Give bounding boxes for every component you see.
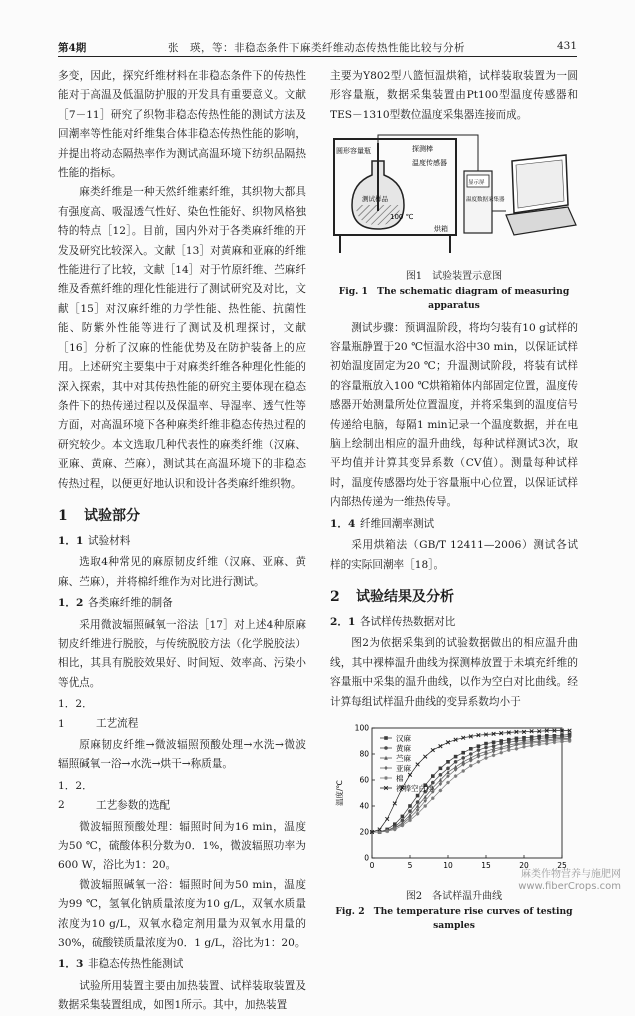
x-tick-label: 0	[369, 860, 375, 870]
label-probe: 探测棒	[412, 145, 433, 154]
subsection-heading	[58, 594, 306, 613]
running-head	[58, 40, 577, 57]
legend-label: 棉	[396, 773, 404, 783]
figure-2-caption-zh: 图2 各试样温升曲线	[405, 891, 503, 903]
subsection-heading	[58, 955, 306, 974]
data-point	[408, 818, 412, 822]
data-point	[446, 740, 450, 744]
data-point	[439, 773, 443, 777]
paragraph: 主要为Y802型八篮恒温烘箱，试样装取装置为一圆形容量瓶，数据采集装置由Pt100型温度传感器和TES－1310型数位温度采集器连接而成。	[330, 70, 578, 121]
paragraph: 微波辐照碱氧一浴：辐照时间为50 min，温度为99 ℃，氢氧化钠质量浓度为10 g/L，双氧水质量浓度为10 g/L，双氧水稳定剂用量为双氧水用量的30%，硫酸镁质量浓度为0．1 g/L，浴比为1：20。	[58, 878, 306, 950]
data-point	[484, 756, 488, 760]
site-watermark	[518, 869, 621, 893]
legend-marker	[384, 766, 388, 770]
apparatus-diagram	[330, 131, 578, 259]
subsection-number: 1．1	[58, 534, 84, 547]
label-oven: 烘箱	[434, 225, 448, 234]
section-heading	[58, 506, 306, 526]
data-point	[431, 748, 435, 752]
data-point	[431, 774, 435, 778]
section-number: 2	[330, 588, 340, 605]
paragraph: 采用烘箱法（GB/T 12411—2006）测试各试样的实际回潮率［18］。	[330, 539, 578, 571]
subsubsection-title: 工艺参数的选配	[96, 799, 171, 812]
data-point	[408, 809, 412, 813]
label-sensor: 温度传感器	[412, 159, 447, 168]
subsection-number: 2．1	[330, 615, 356, 628]
legend-label: 裸棒空白样	[396, 783, 434, 793]
watermark-line: www.fiberCrops.com	[518, 881, 621, 892]
y-tick-label: 100	[354, 723, 369, 733]
data-point	[439, 744, 443, 748]
subsubsection-heading	[58, 777, 306, 816]
running-title: 张 瑛，等：非稳态条件下麻类纤维动态传热性能比较与分析	[168, 42, 465, 54]
x-tick-label: 25	[557, 860, 567, 870]
data-point	[507, 748, 511, 752]
section-number: 1	[58, 507, 68, 524]
data-point	[477, 760, 481, 764]
data-point	[461, 751, 465, 755]
y-tick-label: 40	[359, 801, 369, 811]
data-point	[408, 804, 412, 808]
figure-1	[330, 131, 578, 312]
subsubsection-number: 1．2．1	[58, 698, 93, 730]
page-number: 431	[556, 40, 577, 52]
data-point	[385, 817, 389, 821]
data-point	[401, 815, 405, 819]
data-point	[423, 755, 427, 759]
subsubsection-heading	[58, 695, 306, 734]
right-column	[330, 67, 578, 933]
legend-label: 苎麻	[396, 753, 411, 763]
paragraph: 原麻韧皮纤维→微波辐照预酸处理→水洗→微波辐照碱氧一浴→水洗→烘干→称质量。	[58, 739, 306, 771]
data-point	[393, 802, 397, 806]
subsection-title: 纤维回潮率测试	[360, 517, 435, 530]
issue-number: 第4期	[58, 42, 87, 54]
x-tick-label: 15	[481, 860, 491, 870]
data-point	[469, 747, 473, 751]
laptop-display	[516, 160, 564, 208]
subsection-heading	[58, 532, 306, 551]
paragraph: 采用微波辐照碱氧一浴法［17］对上述4种原麻韧皮纤维进行脱胶，与传统脱胶方法（化学脱胶法）相比，其具有脱胶效果好、时间短、效率高、污染小等优点。	[58, 618, 306, 689]
subsubsection-number: 1．2．2	[58, 779, 93, 812]
data-point	[545, 742, 549, 746]
figure-2-caption-en: Fig. 2 The temperature rise curves of testing samples	[335, 906, 573, 932]
data-point	[446, 770, 450, 774]
data-point	[469, 752, 473, 756]
legend-marker	[384, 746, 388, 750]
subsubsection-title: 工艺流程	[96, 717, 139, 730]
paragraph: 试验所用装置主要由加热装置、试样装取装置及数据采集装置组成，如图1所示。其中，加热装置	[58, 979, 306, 1012]
subsection-title: 非稳态传热性能测试	[88, 958, 184, 971]
paragraph: 选取4种常见的麻原韧皮纤维（汉麻、亚麻、黄麻、苎麻），并将棉纤维作为对比进行测试。	[58, 556, 306, 588]
x-tick-label: 20	[519, 860, 529, 870]
legend-label: 亚麻	[396, 763, 411, 773]
paragraph: 微波辐照预酸处理：辐照时间为16 min，温度为50 ℃，硫酸体积分数为0．1%，微波辐照功率为600 W，浴比为1：20。	[58, 820, 306, 872]
data-point	[454, 760, 458, 764]
data-point	[416, 800, 420, 804]
y-tick-label: 0	[364, 853, 369, 863]
legend-label: 汉麻	[396, 733, 411, 743]
figure-1-caption-zh: 图1 试验装置示意图	[405, 270, 503, 282]
data-point	[446, 766, 450, 770]
section-heading	[330, 587, 578, 607]
subsection-heading	[330, 515, 578, 534]
y-tick-label: 80	[359, 749, 369, 759]
watermark-line: 麻类作物营养与施肥网	[521, 869, 621, 880]
data-point	[484, 746, 488, 750]
data-point	[408, 773, 412, 777]
data-point	[454, 755, 458, 759]
data-point	[477, 748, 481, 752]
data-point	[537, 742, 541, 746]
data-point	[560, 740, 564, 744]
x-tick-label: 10	[443, 860, 453, 870]
label-collector: 温度数据采集器	[466, 197, 505, 204]
paragraph: 麻类纤维是一种天然纤维素纤维，其织物大都具有强度高、吸湿透气性好、染色性能好、织物风格独特的特点［12］。目前，国内外对于各类麻纤维的开发及研究比较深入。文献［13］对黄麻和亚麻的纤维性能进行了比较，文献［14］对于竹原纤维、苎麻纤维及香蕉纤维的理化性能进行了测试研究及对比，文献［15］对汉麻纤维的力学性能、热性能、抗菌性能、防紫外性能等进行了测试及机理探讨，文献［16］分析了汉麻的性能优势及在防护装备上的应用。上述研究主要集中于对麻类纤维各种理化性能的深入探索，其中对其传热性能的研究主要体现在稳态条件下的热传递过程以及保温率、导湿率、透气性等方面，对高温环境下各种麻类纤维非稳态传热过程的研究较少。本文选取几种代表性的麻类纤维（汉麻、亚麻、黄麻、苎麻），测试其在高温环境下的非稳态传热过程，以便更好地认识和设计各类麻纤维织物。	[58, 186, 306, 490]
x-tick-label: 5	[407, 860, 413, 870]
subsection-heading	[330, 613, 578, 632]
subsection-title: 各试样传热数据对比	[360, 615, 456, 628]
data-point	[416, 794, 420, 798]
data-point	[484, 742, 488, 746]
subsection-title: 各类麻纤维的制备	[88, 597, 173, 610]
data-point	[499, 742, 503, 746]
data-point	[515, 747, 519, 751]
data-point	[477, 744, 481, 748]
label-temp: 100 ℃	[390, 213, 414, 222]
data-point	[530, 744, 534, 748]
label-sample: 测试样品	[362, 195, 388, 204]
subsection-number: 1．3	[58, 958, 84, 971]
subsection-number: 1．4	[330, 517, 356, 530]
y-tick-label: 20	[359, 827, 369, 837]
subsection-title: 试验材料	[88, 534, 131, 547]
figure-1-caption-en: Fig. 1 The schematic diagram of measuring apparatus	[338, 285, 570, 311]
paragraph: 多变，因此，探究纤维材料在非稳态条件下的传热性能对于高温及低温防护服的开发具有重要意义。文献［7－11］研究了织物非稳态传热性能的测试方法及回潮率等性能对纤维集合体非稳态传热性能的影响，并提出将动态隔热率作为测试高温环境下纺织品隔热性能的指标。	[58, 70, 306, 180]
section-title: 试验结果及分析	[356, 588, 454, 605]
temperature-rise-chart	[330, 720, 578, 880]
section-title: 试验部分	[84, 507, 140, 524]
y-axis-label: 温度/℃	[335, 779, 344, 806]
paragraph: 测试步骤：预调温阶段，将均匀装有10 g试样的容量瓶静置于20 ℃恒温水浴中30 min，以保证试样初始温度固定为20 ℃；升温测试阶段，将装有试样的容量瓶放入100 ℃烘箱箱体内部固定位置，温度传感器开始测量所处位置温度，并将采集到的温度信号传递给电脑，每隔1 min记录一个温度数据，并在电脑上绘制出相应的温升曲线，每种试样测试3次，取平均值并计算其变异系数（CV值）。测量每种试样时，温度传感器均处于容量瓶中心位置，以保证试样内部热传递为一维热传导。	[330, 321, 578, 509]
data-point	[439, 766, 443, 770]
left-column	[58, 67, 306, 1016]
figure-2	[330, 720, 578, 933]
legend-marker	[384, 776, 388, 780]
data-point	[492, 753, 496, 757]
data-point	[461, 756, 465, 760]
label-container: 圆形容量瓶	[336, 147, 371, 156]
data-point	[522, 745, 526, 749]
data-point	[416, 763, 420, 767]
paragraph: 图2为依据采集到的试验数据做出的相应温升曲线，其中裸棒温升曲线为探测棒放置于未填充纤维的容量瓶中采集的温升曲线，以作为空白对比曲线。经计算每组试样温升曲线的变异系数均小于	[330, 637, 578, 708]
label-display: 显示屏	[468, 180, 485, 187]
y-tick-label: 60	[359, 775, 369, 785]
data-point	[499, 751, 503, 755]
data-point	[492, 740, 496, 744]
legend-label: 黄麻	[396, 743, 411, 753]
legend-marker	[384, 736, 388, 740]
subsection-number: 1．2	[58, 597, 84, 610]
data-point	[553, 740, 557, 744]
data-point	[446, 760, 450, 764]
